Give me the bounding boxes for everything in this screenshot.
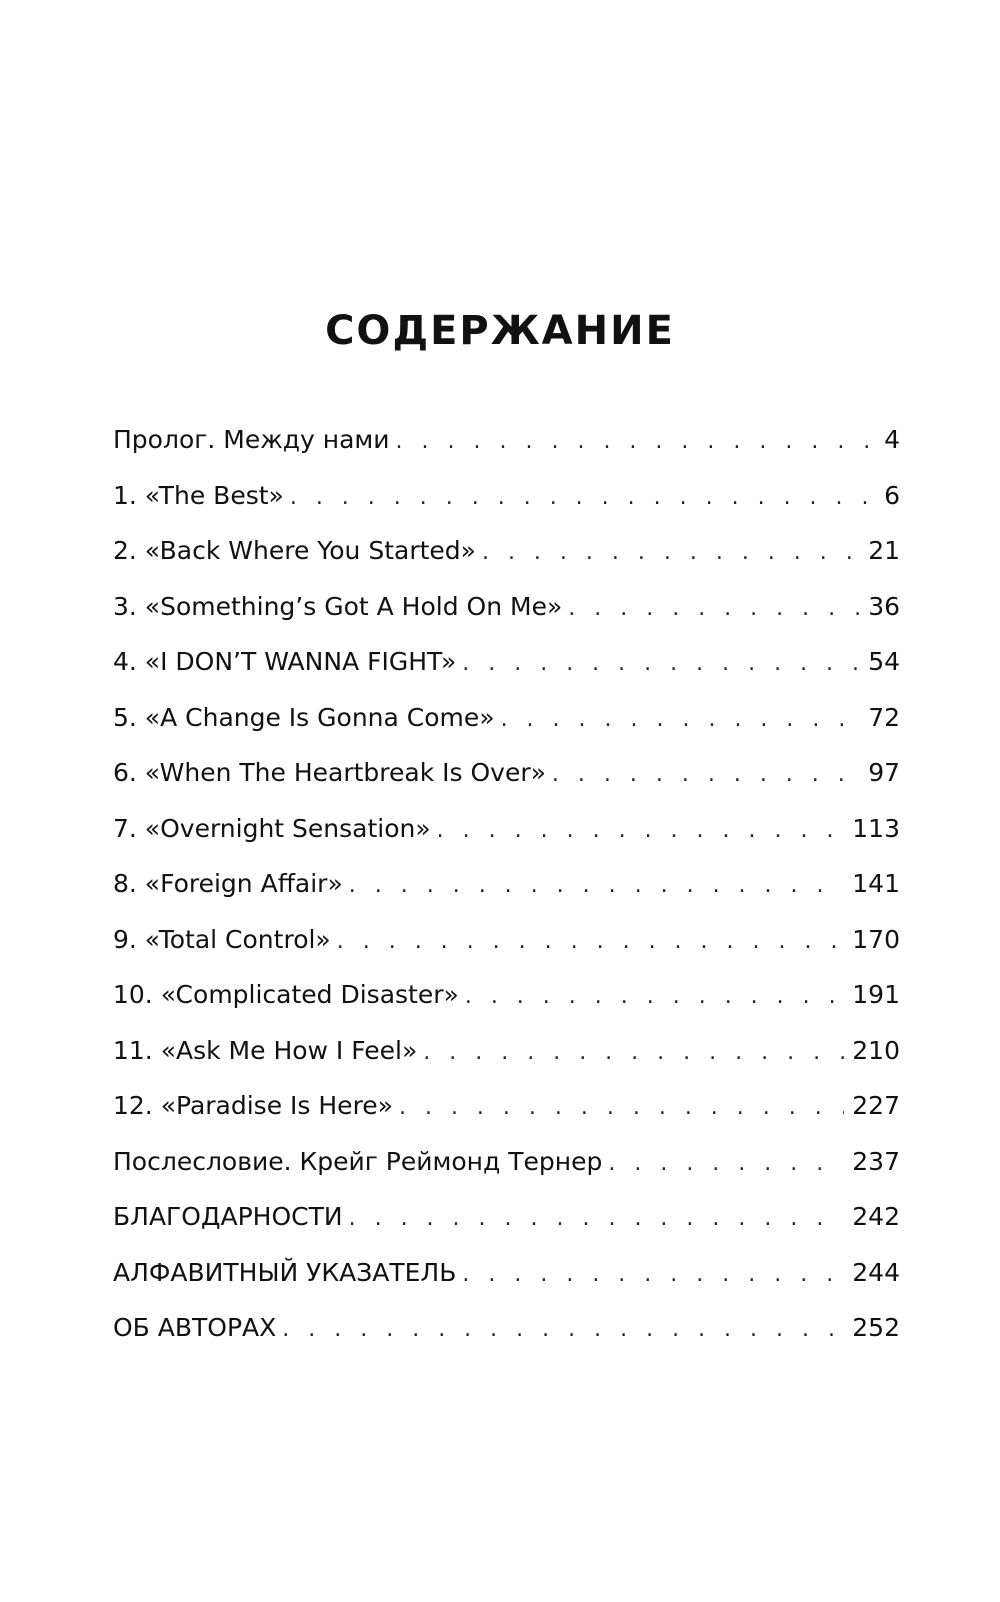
toc-entry[interactable] (113, 1300, 900, 1356)
toc-entry-label: 1. «The Best» (113, 480, 284, 510)
toc-entry[interactable] (113, 579, 900, 635)
toc-entry-label: АЛФАВИТНЫЙ УКАЗАТЕЛЬ (113, 1257, 457, 1287)
toc-entry-page: 210 (852, 1035, 900, 1065)
toc-entry[interactable] (113, 1023, 900, 1079)
toc-entry-page: 244 (852, 1257, 900, 1287)
toc-entry-label: 10. «Complicated Disaster» (113, 980, 459, 1009)
toc-leader-dots (399, 1080, 844, 1134)
toc-entry-label: 6. «When The Heartbreak Is Over» (113, 758, 546, 787)
toc-entry-label: 12. «Paradise Is Here» (113, 1091, 393, 1120)
toc-entry-page: 113 (852, 813, 900, 843)
toc-leader-dots (423, 1025, 844, 1079)
toc-entry-page: 170 (852, 924, 900, 954)
toc-leader-dots (462, 1247, 844, 1301)
page-title: СОДЕРЖАНИЕ (325, 307, 675, 354)
toc-leader-dots (349, 858, 845, 912)
toc-entry-page: 252 (852, 1313, 900, 1342)
toc-entry-label: 11. «Ask Me How I Feel» (113, 1035, 418, 1065)
toc-entry-page: 97 (868, 758, 900, 787)
toc-leader-dots (349, 1191, 845, 1245)
toc-leader-dots (290, 470, 872, 524)
toc-entry[interactable] (113, 523, 900, 579)
toc-entry-page: 6 (884, 480, 900, 510)
toc-entry-label: 8. «Foreign Affair» (113, 869, 343, 898)
toc-entry[interactable] (113, 412, 900, 468)
table-of-contents (113, 412, 900, 1356)
toc-entry[interactable] (113, 1189, 900, 1245)
toc-leader-dots (337, 914, 845, 968)
toc-entry-page: 227 (852, 1091, 900, 1120)
toc-entry-label: Пролог. Между нами (113, 425, 390, 454)
toc-entry-page: 54 (868, 647, 900, 676)
toc-leader-dots (482, 525, 860, 579)
toc-leader-dots (501, 692, 861, 746)
toc-entry[interactable] (113, 634, 900, 690)
toc-leader-dots (465, 969, 844, 1023)
toc-entry-label: 4. «I DON’T WANNA FIGHT» (113, 647, 457, 676)
toc-entry-label: 7. «Overnight Sensation» (113, 813, 431, 843)
toc-entry[interactable] (113, 468, 900, 524)
toc-entry-page: 4 (884, 425, 900, 454)
toc-entry-label: 5. «A Change Is Gonna Come» (113, 702, 495, 732)
toc-entry-label: 9. «Total Control» (113, 924, 331, 954)
toc-leader-dots (396, 414, 872, 468)
toc-entry[interactable] (113, 801, 900, 857)
toc-entry-label: БЛАГОДАРНОСТИ (113, 1202, 343, 1231)
toc-entry[interactable] (113, 1134, 900, 1190)
toc-entry-page: 72 (868, 702, 900, 732)
toc-entry-label: 2. «Back Where You Started» (113, 536, 476, 565)
toc-leader-dots (437, 803, 845, 857)
toc-entry[interactable] (113, 745, 900, 801)
toc-entry[interactable] (113, 690, 900, 746)
toc-entry-page: 21 (868, 536, 900, 565)
toc-leader-dots (568, 581, 860, 635)
toc-entry[interactable] (113, 1245, 900, 1301)
toc-entry[interactable] (113, 856, 900, 912)
toc-entry-page: 141 (852, 869, 900, 898)
toc-entry-label: ОБ АВТОРАХ (113, 1313, 277, 1342)
toc-leader-dots (552, 747, 860, 801)
toc-entry-page: 36 (868, 591, 900, 621)
toc-leader-dots (282, 1302, 844, 1356)
toc-entry-label: Послесловие. Крейг Реймонд Тернер (113, 1146, 603, 1176)
toc-entry-label: 3. «Something’s Got A Hold On Me» (113, 591, 563, 621)
toc-entry[interactable] (113, 1078, 900, 1134)
toc-leader-dots (608, 1136, 844, 1190)
toc-entry-page: 242 (852, 1202, 900, 1231)
toc-leader-dots (462, 636, 860, 690)
toc-entry[interactable] (113, 912, 900, 968)
toc-entry[interactable] (113, 967, 900, 1023)
toc-entry-page: 191 (852, 980, 900, 1009)
toc-entry-page: 237 (852, 1146, 900, 1176)
